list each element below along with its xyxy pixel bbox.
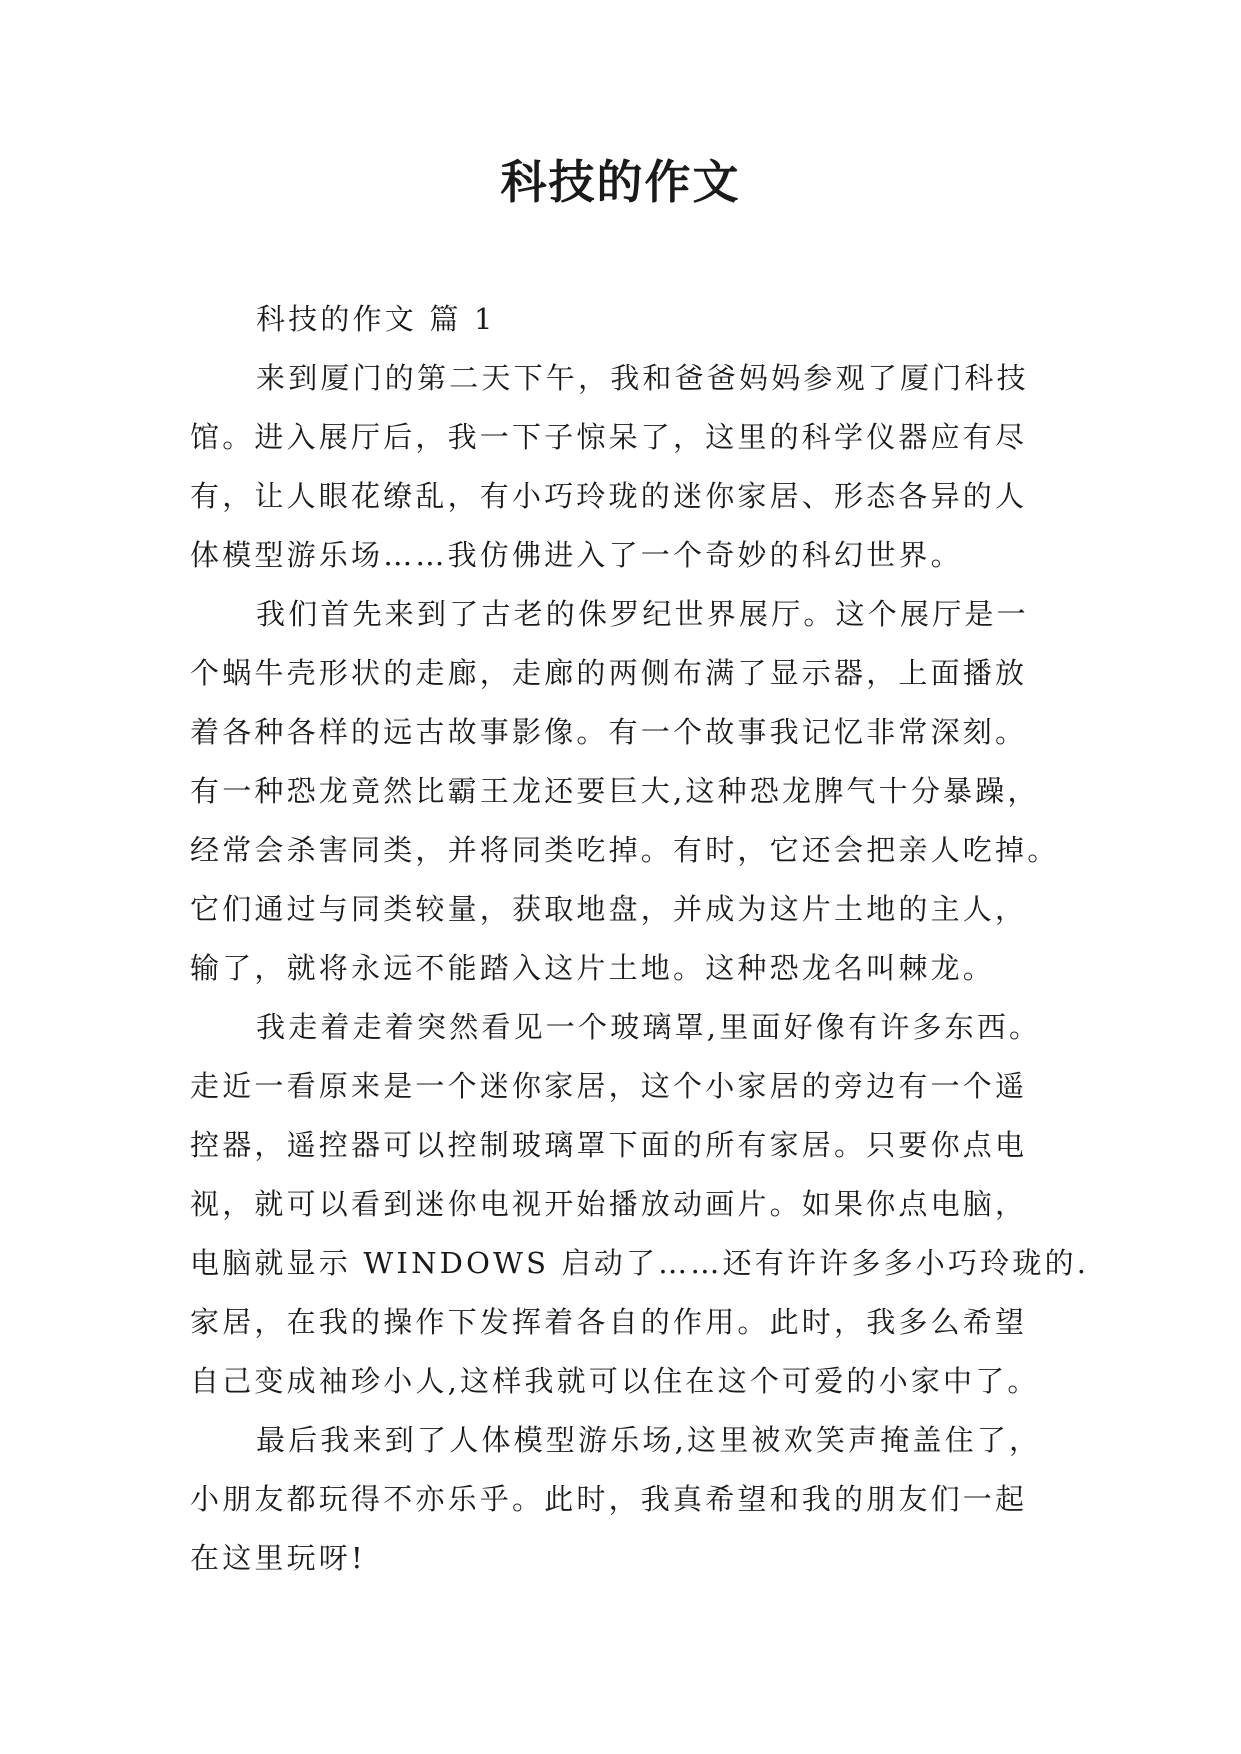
paragraph-line: 经常会杀害同类，并将同类吃掉。有时，它还会把亲人吃掉。 bbox=[190, 833, 1060, 867]
paragraph-line: 我走着走着突然看见一个玻璃罩,里面好像有许多东西。 bbox=[256, 1010, 1042, 1044]
paragraph-line: 控器，遥控器可以控制玻璃罩下面的所有家居。只要你点电 bbox=[190, 1128, 1028, 1162]
paragraph-line: 在这里玩呀! bbox=[190, 1541, 366, 1575]
paragraph-line: 来到厦门的第二天下午，我和爸爸妈妈参观了厦门科技 bbox=[256, 361, 1029, 395]
paragraph bbox=[190, 349, 1070, 585]
paragraph-line: 个蜗牛壳形状的走廊，走廊的两侧布满了显示器，上面播放 bbox=[190, 656, 1028, 690]
paragraph-line: 它们通过与同类较量，获取地盘，并成为这片土地的主人， bbox=[190, 892, 1028, 926]
section-heading: 科技的作文 篇 1 bbox=[256, 302, 496, 336]
paragraph bbox=[190, 585, 1070, 998]
paragraph-line: 我们首先来到了古老的侏罗纪世界展厅。这个展厅是一 bbox=[256, 597, 1029, 631]
paragraph-line: 视，就可以看到迷你电视开始播放动画片。如果你点电脑， bbox=[190, 1187, 1028, 1221]
paragraph-line: 最后我来到了人体模型游乐场,这里被欢笑声掩盖住了， bbox=[256, 1423, 1042, 1457]
paragraph-line: 有一种恐龙竟然比霸王龙还要巨大,这种恐龙脾气十分暴躁， bbox=[190, 774, 1040, 808]
document-title: 科技的作文 bbox=[500, 155, 741, 209]
paragraph-line: 有，让人眼花缭乱，有小巧玲珑的迷你家居、形态各异的人 bbox=[190, 479, 1028, 513]
paragraph-line: 着各种各样的远古故事影像。有一个故事我记忆非常深刻。 bbox=[190, 715, 1028, 749]
paragraph bbox=[190, 1411, 1070, 1588]
paragraph-line: 输了，就将永远不能踏入这片土地。这种恐龙名叫棘龙。 bbox=[190, 951, 996, 985]
paragraph-line: 家居，在我的操作下发挥着各自的作用。此时，我多么希望 bbox=[190, 1305, 1028, 1339]
paragraph-line: 小朋友都玩得不亦乐乎。此时，我真希望和我的朋友们一起 bbox=[190, 1482, 1028, 1516]
document-body bbox=[190, 290, 1090, 1588]
paragraph-line: 体模型游乐场……我仿佛进入了一个奇妙的科幻世界。 bbox=[190, 538, 963, 572]
paragraph-line: 馆。进入展厅后，我一下子惊呆了，这里的科学仪器应有尽 bbox=[190, 420, 1028, 454]
paragraph-line: 走近一看原来是一个迷你家居，这个小家居的旁边有一个遥 bbox=[190, 1069, 1028, 1103]
paragraph-line: 自己变成袖珍小人,这样我就可以住在这个可爱的小家中了。 bbox=[190, 1364, 1040, 1398]
paragraph-line: 电脑就显示 WINDOWS 启动了……还有许许多多小巧玲珑的. bbox=[190, 1246, 1090, 1280]
paragraph bbox=[190, 998, 1090, 1411]
